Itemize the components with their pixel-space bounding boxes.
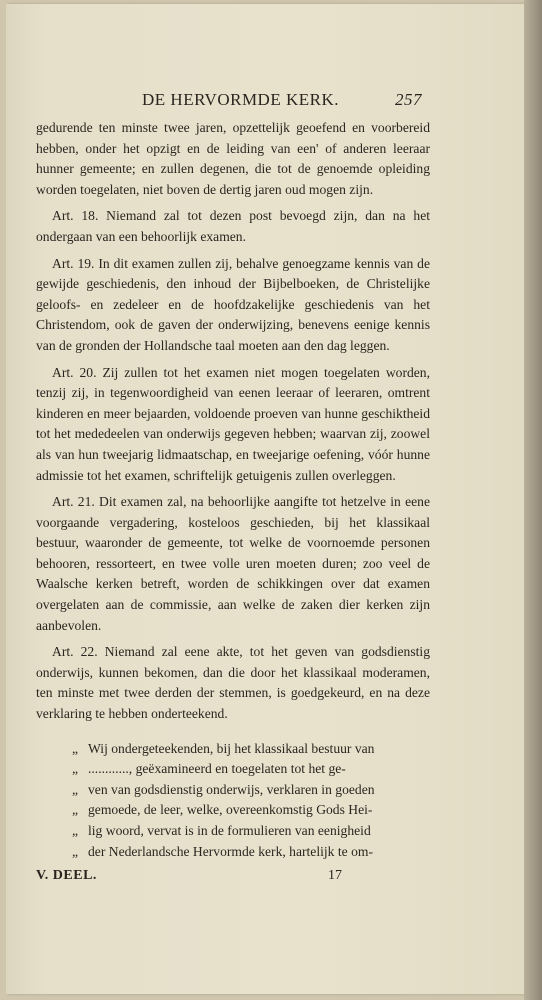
- paragraph: gedurende ten minste twee jaren, opzettelijk geoefend en voorbereid hebben, onder het opzigt en de leiding van een' of anderen leeraar hunner gemeente; en zullen degenen, die tot de genoemde opleiding worden toegelaten, niet boven de dertig jaren oud mogen zijn.: [36, 120, 430, 197]
- quote-mark: „: [72, 781, 79, 797]
- declaration-text: gemoede, de leer, welke, overeenkomstig Gods Hei-: [88, 802, 373, 818]
- article-22: Art. 22. Niemand zal eene akte, tot het geven van godsdienstig onderwijs, kunnen bekomen, dan die door het klassikaal moderamen, ten minste met twee derden der stemmen, is goedgekeurd, en na deze verklaring te hebben onderteekend.: [36, 644, 430, 722]
- declaration-line: [72, 739, 430, 760]
- quote-mark: „: [72, 740, 79, 756]
- quote-mark: „: [72, 843, 79, 859]
- signature-mark: V. DEEL.: [36, 868, 97, 883]
- body-text: [36, 118, 430, 862]
- quote-mark: „: [72, 823, 79, 838]
- quote-mark: „: [72, 761, 79, 777]
- gathering-number: 17: [328, 868, 342, 883]
- article-19: Art. 19. In dit examen zullen zij, behalve genoegzame kennis van de gewijde geschiedenis, den inhoud der Bijbelboeken, de Christelijke geloofs- en zedeleer en de hoofdzakelijke geschiedenis van het Christendom, ook de gaven der onderwijzing, benevens eenige kennis van de gronden der Hollandsche taal moeten aan den dag leggen.: [36, 255, 430, 353]
- declaration-text: der Nederlandsche Hervormde kerk, hartelijk te om-: [88, 843, 373, 859]
- declaration-line: [72, 821, 430, 842]
- declaration-line: [72, 842, 430, 863]
- declaration-text: ven van godsdienstig onderwijs, verklaren in goeden: [88, 781, 375, 797]
- declaration-quote: [72, 739, 430, 863]
- declaration-line: [72, 780, 430, 801]
- article-18: Art. 18. Niemand zal tot dezen post bevoegd zijn, dan na het ondergaan van een behoorlijk examen.: [36, 208, 430, 244]
- article-21: Art. 21. Dit examen zal, na behoorlijke aangifte tot hetzelve in eene voorgaande vergadering, kosteloos geschieden, bij het klassikaal bestuur, waaronder de gemeente, tot welke de voornoemde personen behooren, ressorteert, en twee volle uren moeten duren; zoo veel de Waalsche kerken betreft, worden de schikkingen over dat examen overgelaten aan de commissie, aan welke de zaken dier kerken zijn aanbevolen.: [36, 494, 430, 633]
- article-20: Art. 20. Zij zullen tot het examen niet mogen toegelaten worden, tenzij zij, in tegenwoordigheid van eenen leeraar of leeraren, omtrent kinderen en meer bejaarden, voldoende proeven van hunne geschiktheid tot het mededeelen van onderwijs gegeven hebben; waarvan zij, zoowel als van hun tweejarig lidmaatschap, en tweejarige oefening, vóór hunne admissie tot het examen, schriftelijk getuigenis zullen overleggen.: [36, 364, 430, 483]
- declaration-line: [72, 759, 430, 780]
- book-page: [6, 4, 524, 994]
- declaration-line: [72, 800, 430, 821]
- quote-mark: „: [72, 802, 79, 818]
- declaration-text: Wij ondergeteekenden, bij het klassikaal bestuur van: [88, 740, 375, 756]
- declaration-text: ............, geëxamineerd en toegelaten tot het ge-: [88, 761, 346, 777]
- declaration-text: lig woord, vervat is in de formulieren van eenigheid: [88, 823, 371, 838]
- page-footer: [36, 868, 430, 884]
- page-number: 257: [395, 90, 422, 109]
- running-header: [142, 90, 422, 110]
- header-title: DE HERVORMDE KERK.: [142, 90, 339, 109]
- page-edge-shadow: [524, 0, 542, 1000]
